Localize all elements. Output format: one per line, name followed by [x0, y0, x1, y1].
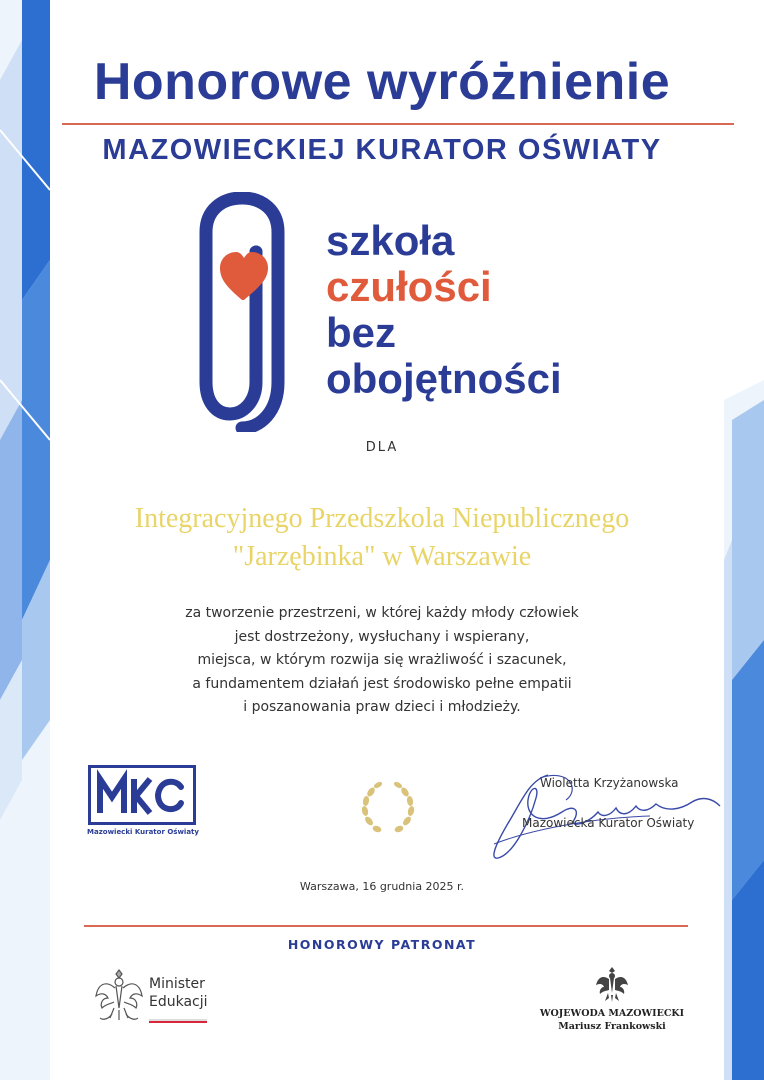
minister-label [149, 975, 208, 1011]
slogan-line-2: czułości [326, 263, 492, 310]
laurel-wreath-icon [355, 775, 421, 841]
title-divider [62, 123, 734, 125]
mko-caption: Mazowiecki Kurator Oświaty [87, 828, 199, 836]
mko-logo [88, 765, 196, 825]
certificate-subtitle: MAZOWIECKIEJ KURATOR OŚWIATY [102, 134, 662, 166]
minister-line-1: Minister [149, 976, 205, 992]
recipient-line-2: "Jarzębinka" w Warszawie [232, 541, 532, 572]
patronage-heading: HONOROWY PATRONAT [287, 937, 477, 952]
slogan-line-1: szkoła [326, 217, 455, 264]
justification-line: za tworzenie przestrzeni, w której każdy młody człowiek [185, 605, 579, 621]
voivode-label [530, 1007, 694, 1033]
polish-eagle-emblem-icon [595, 965, 629, 1003]
justification-text [0, 602, 764, 720]
voivode-line-2: Mariusz Frankowski [558, 1021, 666, 1032]
recipient-name [0, 500, 764, 576]
justification-line: i poszanowania praw dzieci i młodzieży. [243, 699, 521, 715]
voivode-line-1: WOJEWODA MAZOWIECKI [539, 1008, 685, 1019]
paperclip-heart-icon [198, 192, 308, 432]
campaign-slogan [326, 218, 562, 402]
justification-line: a fundamentem działań jest środowisko pełne empatii [192, 675, 572, 692]
polish-eagle-icon [94, 968, 144, 1024]
minister-line-2: Edukacji [149, 994, 208, 1010]
patronage-divider [84, 925, 688, 927]
date-place: Warszawa, 16 grudnia 2025 r. [299, 880, 465, 893]
signatory-title: Mazowiecka Kurator Oświaty [522, 816, 695, 830]
certificate-title: Honorowe wyróżnienie [93, 53, 671, 111]
minister-flag-bar [149, 1019, 207, 1023]
justification-line: jest dostrzeżony, wysłuchany i wspierany, [234, 628, 530, 645]
recipient-line-1: Integracyjnego Przedszkola Niepublicznego [134, 503, 630, 534]
signatory-name: Wioletta Krzyżanowska [540, 776, 679, 790]
justification-line: miejsca, w którym rozwija się wrażliwość i szacunek, [197, 652, 567, 668]
for-label: DLA [365, 440, 399, 455]
slogan-line-4: obojętności [326, 355, 562, 402]
slogan-line-3: bez [326, 309, 397, 356]
